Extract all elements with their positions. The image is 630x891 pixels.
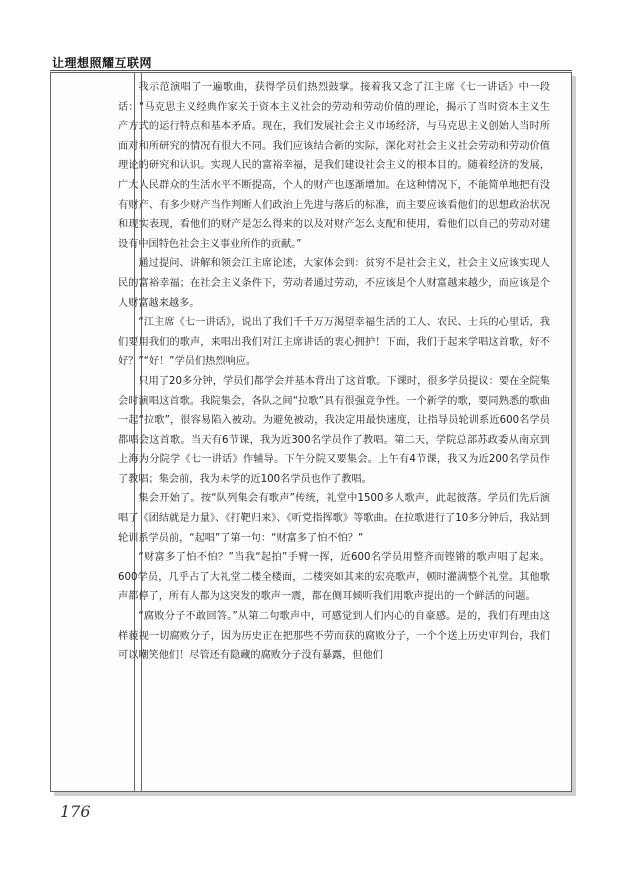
paragraph: 我示范演唱了一遍歌曲，获得学员们热烈鼓掌。接着我又念了江主席《七一讲话》中一段话：“马克思主义经典作家关于资本主义社会的劳动和劳动价值的理论，揭示了当时资本主义生产方式的运行特点和基本矛盾。现在，我们发展社会主义市场经济，与马克思主义创始人当时所面对和所研究的情况有很大不同。我们应该结合新的实际，深化对社会主义社会劳动和劳动价值理论的研究和认识。实现人民的富裕幸福，是我们建设社会主义的根本目的。随着经济的发展，广大人民群众的生活水平不断提高，个人的财产也逐渐增加。在这种情况下，不能简单地把有没有财产、有多少财产当作判断人们政治上先进与落后的标准，而主要应该看他们的思想政治状况和现实表现，看他们的财产是怎么得来的以及对财产怎么支配和使用，看他们以自己的劳动对建设有中国特色社会主义事业所作的贡献。”: [118, 82, 550, 250]
page-number: 176: [60, 802, 91, 821]
paragraph: “腐败分子不敢回答。”从第二句歌声中，可感觉到人们内心的自豪感。是的，我们有理由这样藐视一切腐败分子，因为历史正在把那些不劳而获的腐败分子，一个个送上历史审判台，我们可以嘲笑他们！尽管还有隐藏的腐败分子没有暴露，但他们: [118, 611, 550, 662]
body-text: [118, 78, 550, 666]
paragraph: 通过提问、讲解和领会江主席论述，大家体会到：贫穷不是社会主义，社会主义应该实现人民的富裕幸福；在社会主义条件下，劳动者通过劳动，不应该是个人财富越来越少，而应该是个人财富越来越多。: [118, 258, 550, 309]
paragraph: 集会开始了。按“队列集会有歌声”传统，礼堂中1500多人歌声，此起彼落。学员们先后演唱了《团结就是力量》、《打靶归来》、《听党指挥歌》等歌曲。在拉歌进行了10多分钟后，我站到轮训系学员前，“起唱”了第一句：“财富多了怕不怕？”: [118, 493, 550, 544]
paragraph: “江主席《七一讲话》，说出了我们千千万万渴望幸福生活的工人、农民、士兵的心里话，我们要用我们的歌声，来唱出我们对江主席讲话的衷心拥护！下面，我们于起来学唱这首歌，好不好？”“好！”学员们热烈响应。: [118, 317, 550, 368]
paragraph: 只用了20多分钟，学员们都学会并基本背出了这首歌。下课时，很多学员提议：要在全院集会时演唱这首歌。我院集会，各队之间“拉歌”具有很强竞争性。一个新学的歌，要同熟悉的歌曲一起“拉歌”，很容易陷入被动。为避免被动，我决定用最快速度，让指导员轮训系近600名学员都唱会这首歌。当天有6节课，我为近300名学员作了教唱。第二天，学院总部苏政委从南京到上海为分院学《七一讲话》作辅导。下午分院又要集会。上午有4节课，我又为近200名学员作了教唱；集会前，我为未学的近100名学员也作了教唱。: [118, 375, 550, 485]
paragraph: “财富多了怕不怕？”当我“起拍”手臂一挥，近600名学员用整齐而铿锵的歌声唱了起来。600学员，几乎占了大礼堂二楼全楼面，二楼突如其来的宏亮歌声，顿时灌满整个礼堂。其他歌声都停了，所有人都为这突发的歌声一震，都在侧耳倾听我们用歌声提出的一个鲜活的问题。: [118, 552, 550, 603]
running-header: 让理想照耀互联网: [52, 56, 153, 70]
header-rule: [50, 70, 572, 71]
